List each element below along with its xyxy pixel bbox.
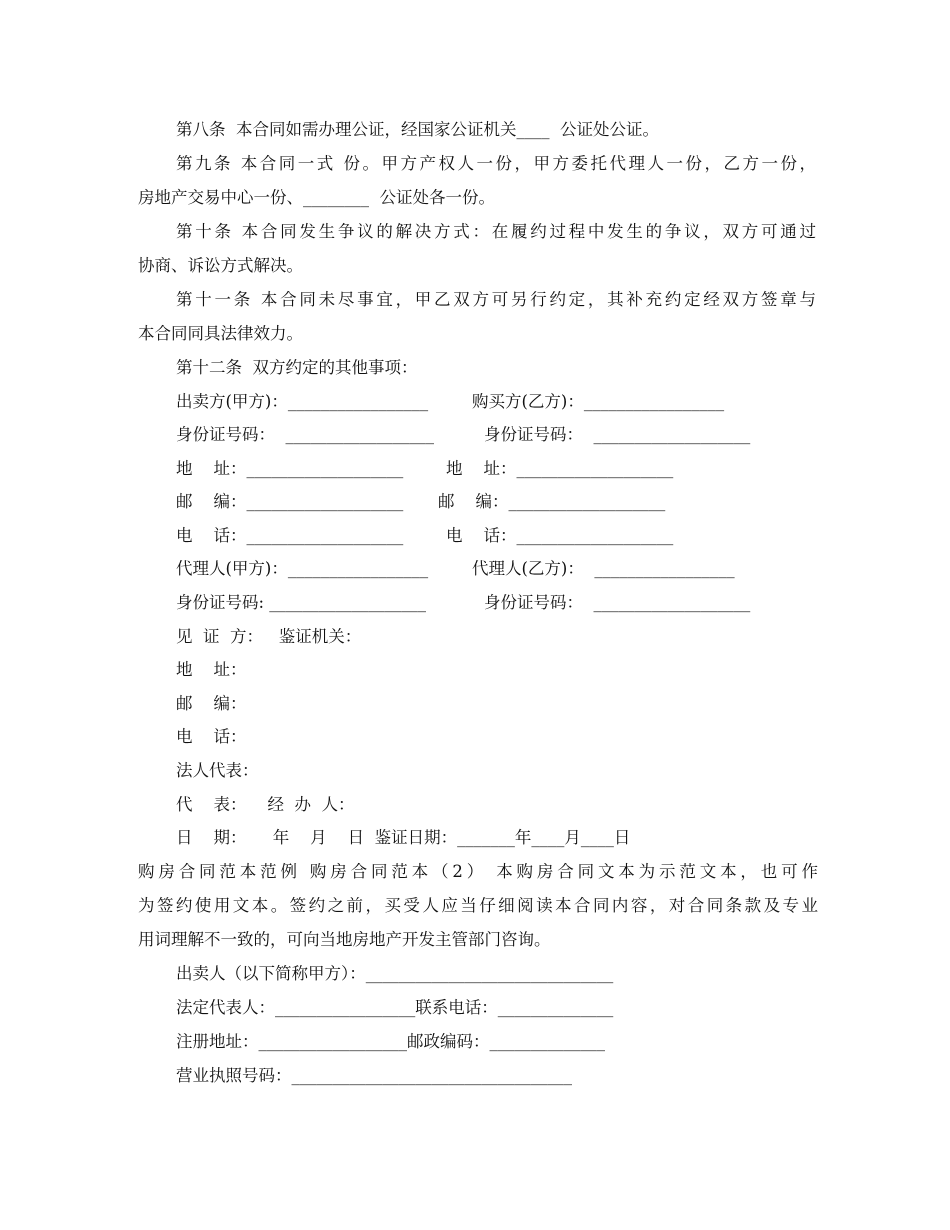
article-10-line-2: 协商、诉讼方式解决。 xyxy=(138,256,303,275)
seller-postcode-field: 邮 编：___________________ xyxy=(176,492,404,511)
registered-address-field: 注册地址：__________________邮政编码：______________ xyxy=(176,1032,605,1051)
seller-address-field: 地 址：___________________ xyxy=(176,459,404,478)
seller-id-field: 身份证号码： __________________ xyxy=(176,425,434,444)
article-12: 第十二条 双方约定的其他事项： xyxy=(176,358,418,377)
legal-rep-field: 法定代表人：_________________联系电话：______________ xyxy=(176,998,614,1017)
seller-phone-field: 电 话：___________________ xyxy=(176,526,404,545)
seller-signature-field: 出卖方(甲方)：_________________ xyxy=(176,392,429,411)
seller-agent-field: 代理人(甲方)：_________________ xyxy=(176,559,429,578)
buyer-agent-id-field: 身份证号码： ___________________ xyxy=(484,593,751,612)
intro-line-3: 用词理解不一致的，可向当地房地产开发主管部门咨询。 xyxy=(138,930,551,949)
buyer-phone-field: 电 话：___________________ xyxy=(446,526,674,545)
witness-postcode: 邮 编： xyxy=(176,694,247,713)
buyer-id-field: 身份证号码： ___________________ xyxy=(484,425,751,444)
article-9-line-2: 房地产交易中心一份、________ 公证处各一份。 xyxy=(138,188,495,207)
article-9-line-1: 第九条 本合同一式 份。甲方产权人一份，甲方委托代理人一份，乙方一份， xyxy=(176,154,816,173)
buyer-agent-field: 代理人(乙方)： _________________ xyxy=(472,559,735,578)
article-10-line-1: 第十条 本合同发生争议的解决方式：在履约过程中发生的争议，双方可通过 xyxy=(176,222,816,241)
article-11-line-2: 本合同同具法律效力。 xyxy=(138,324,303,343)
article-8: 第八条 本合同如需办理公证，经国家公证机关____ 公证处公证。 xyxy=(176,120,659,139)
buyer-signature-field: 购买方(乙方)：_________________ xyxy=(472,392,725,411)
witness-line: 见 证 方： 鉴证机关： xyxy=(176,627,362,646)
witness-legal-rep: 法人代表： xyxy=(176,761,259,780)
seller-name-field: 出卖人（以下简称甲方）：______________________________ xyxy=(176,964,614,983)
seller-agent-id-field: 身份证号码: ___________________ xyxy=(176,593,427,612)
buyer-address-field: 地 址：___________________ xyxy=(446,459,674,478)
witness-address: 地 址： xyxy=(176,660,247,679)
business-license-field: 营业执照号码：__________________________________ xyxy=(176,1066,572,1085)
intro-line-2: 为签约使用文本。签约之前，买受人应当仔细阅读本合同内容，对合同条款及专业 xyxy=(138,896,818,915)
witness-date: 日 期： 年 月 日 鉴证日期：_______年____月____日 xyxy=(176,828,631,847)
article-11-line-1: 第十一条 本合同未尽事宜，甲乙双方可另行约定，其补充约定经双方签章与 xyxy=(176,290,816,309)
witness-phone: 电 话： xyxy=(176,727,247,746)
intro-line-1: 购房合同范本范例 购房合同范本（2） 本购房合同文本为示范文本，也可作 xyxy=(138,862,818,881)
buyer-postcode-field: 邮 编：___________________ xyxy=(438,492,666,511)
witness-representative: 代 表： 经 办 人： xyxy=(176,795,355,814)
